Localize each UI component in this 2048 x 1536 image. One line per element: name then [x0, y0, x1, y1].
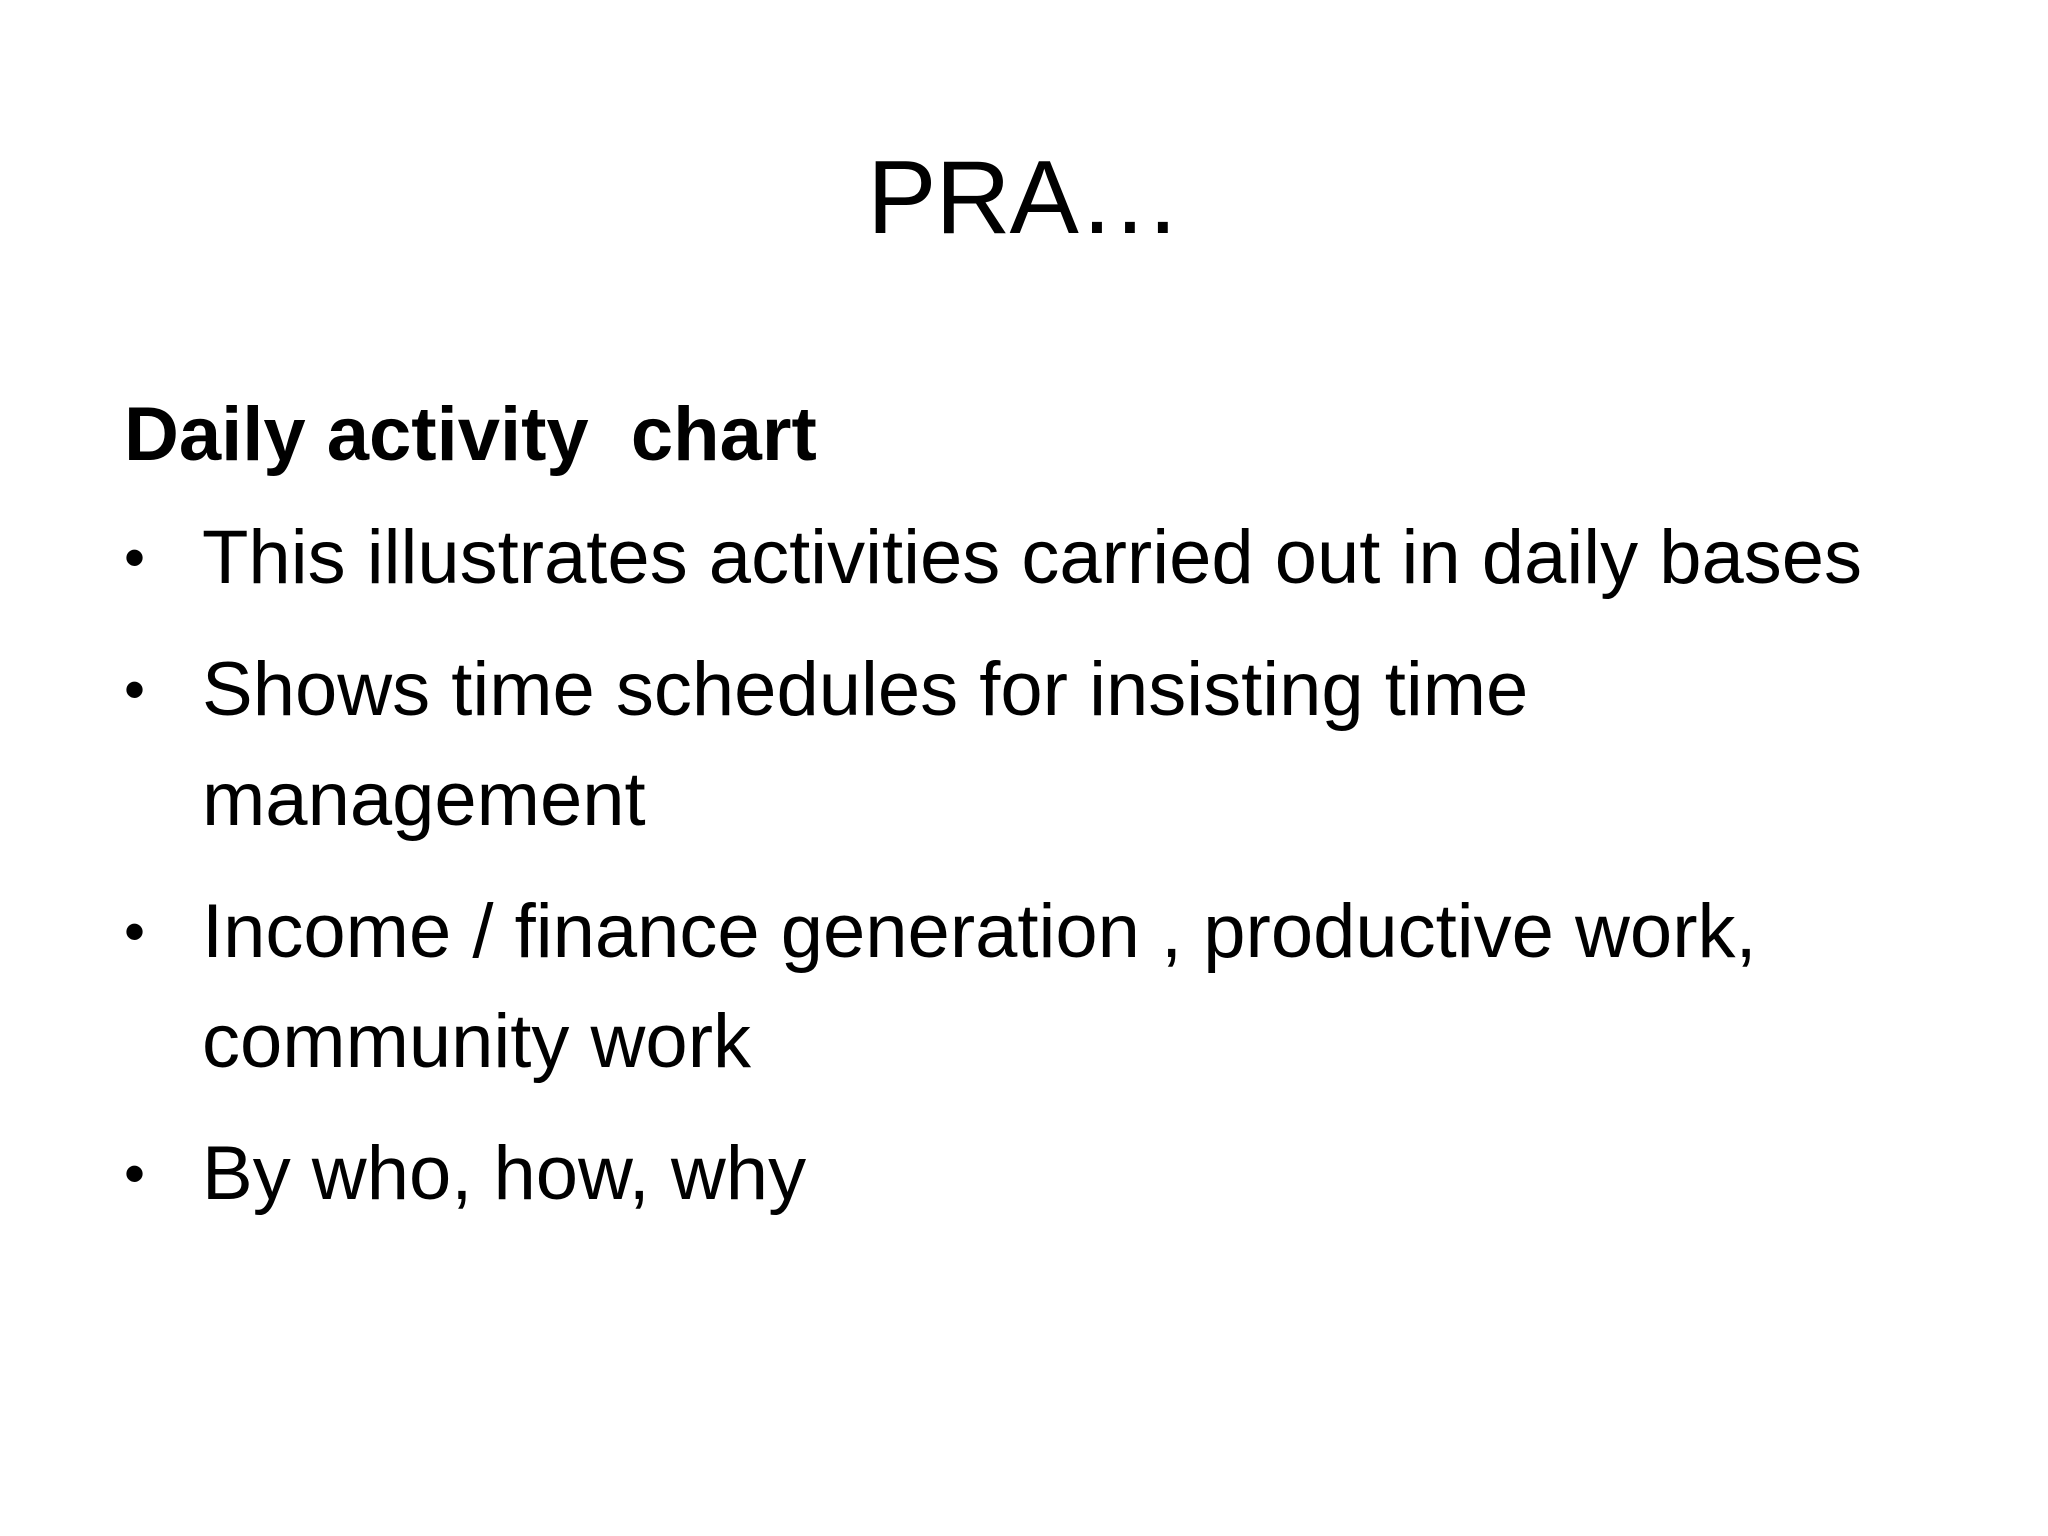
bullet-list	[124, 503, 1904, 1229]
list-item	[124, 503, 1902, 613]
section-heading: Daily activity chart	[124, 392, 817, 477]
list-item	[124, 635, 1902, 855]
list-item	[124, 877, 1902, 1097]
bullet-icon: •	[124, 656, 146, 723]
bullet-icon: •	[124, 1140, 146, 1207]
bullet-icon: •	[124, 524, 146, 591]
bullet-text: Shows time schedules for insisting time management	[202, 647, 1529, 842]
bullet-text: Income / finance generation , productive work, community work	[202, 889, 1757, 1084]
bullet-text: This illustrates activities carried out in daily bases	[202, 515, 1863, 600]
bullet-text: By who, how, why	[202, 1131, 807, 1216]
bullet-icon: •	[124, 898, 146, 965]
slide-content	[124, 385, 1904, 1251]
list-item	[124, 1119, 1902, 1229]
slide-title: PRA…	[867, 140, 1181, 256]
